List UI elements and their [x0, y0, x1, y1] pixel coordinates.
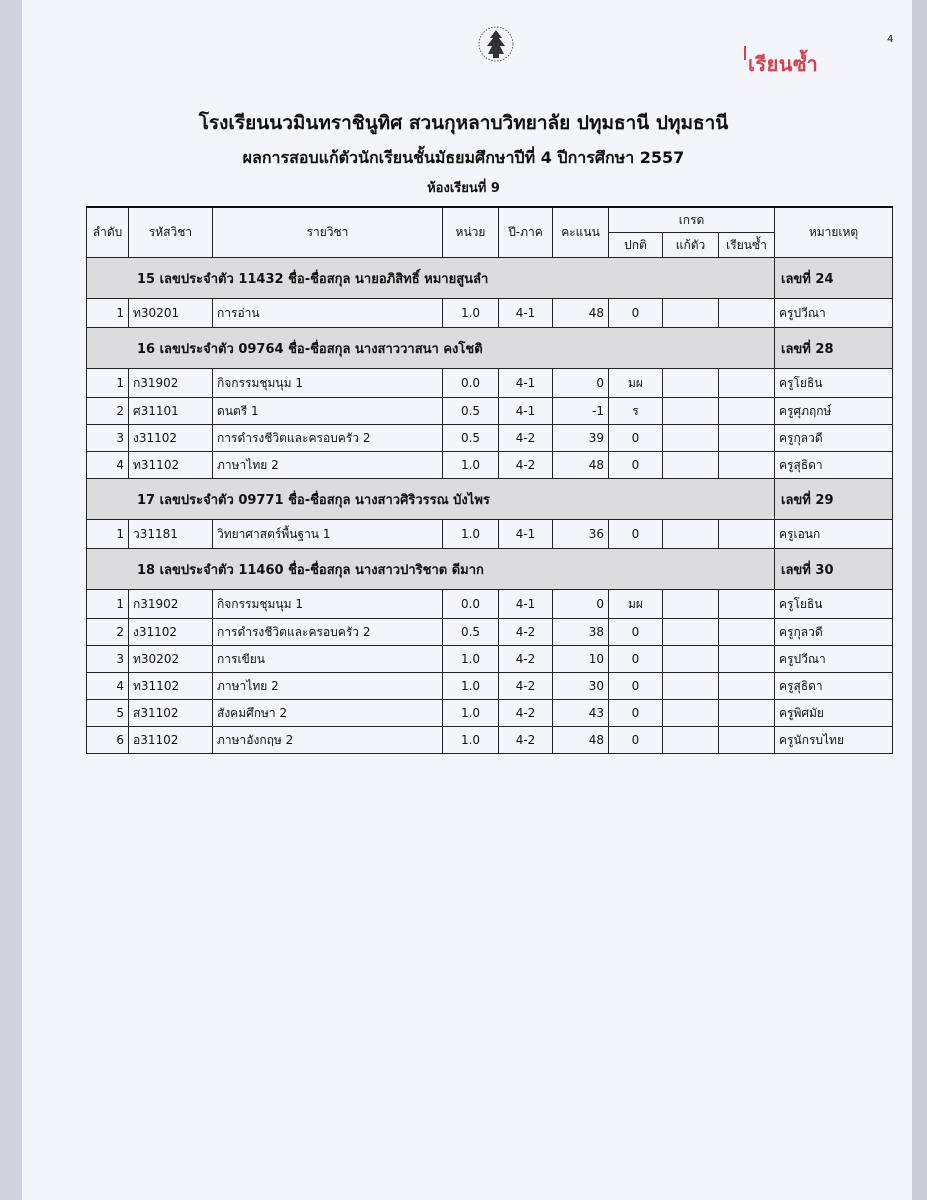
- seat-number: เลขที่ 28: [775, 328, 893, 369]
- subject-remark: ครูปวีณา: [775, 646, 893, 673]
- subject-term: 4-1: [499, 398, 553, 425]
- school-name: โรงเรียนนวมินทราชินูทิศ สวนกุหลาบวิทยาลัย ปทุมธานี ปทุมธานี: [198, 112, 729, 134]
- subject-remark: ครูโยธิน: [775, 369, 893, 398]
- subject-no: 2: [87, 398, 129, 425]
- subject-score: 0: [553, 590, 609, 619]
- subject-row: [87, 619, 893, 646]
- subject-no: 3: [87, 425, 129, 452]
- grade-normal: ร: [609, 398, 663, 425]
- subject-code: ก31902: [129, 369, 213, 398]
- subject-term: 4-1: [499, 520, 553, 549]
- grade-fix: [663, 673, 719, 700]
- subject-no: 1: [87, 369, 129, 398]
- subject-remark: ครูสุธิดา: [775, 673, 893, 700]
- subject-remark: ครูเอนก: [775, 520, 893, 549]
- grade-normal: 0: [609, 299, 663, 328]
- grade-fix: [663, 299, 719, 328]
- subject-remark: ครูศุภฤกษ์: [775, 398, 893, 425]
- subject-score: -1: [553, 398, 609, 425]
- subject-credit: 1.0: [443, 299, 499, 328]
- subject-row: [87, 520, 893, 549]
- grade-repeat: [719, 398, 775, 425]
- col-code: รหัสวิชา: [129, 207, 213, 258]
- subject-credit: 0.0: [443, 369, 499, 398]
- grade-repeat: [719, 619, 775, 646]
- subject-term: 4-2: [499, 700, 553, 727]
- subject-credit: 0.0: [443, 590, 499, 619]
- subject-remark: ครูนักรบไทย: [775, 727, 893, 754]
- subject-name: กิจกรรมชุมนุม 1: [213, 590, 443, 619]
- grade-fix: [663, 398, 719, 425]
- subject-name: การดำรงชีวิตและครอบครัว 2: [213, 619, 443, 646]
- col-grade-fix: แก้ตัว: [663, 233, 719, 258]
- subject-credit: 1.0: [443, 520, 499, 549]
- subject-score: 48: [553, 452, 609, 479]
- col-term: ปี-ภาค: [499, 207, 553, 258]
- subject-row: [87, 369, 893, 398]
- col-grade-repeat: เรียนซ้ำ: [719, 233, 775, 258]
- subject-code: อ31102: [129, 727, 213, 754]
- subject-code: ท31102: [129, 452, 213, 479]
- subject-name: ดนตรี 1: [213, 398, 443, 425]
- subject-name: การเขียน: [213, 646, 443, 673]
- subject-row: [87, 590, 893, 619]
- grade-fix: [663, 646, 719, 673]
- subject-no: 1: [87, 590, 129, 619]
- subject-name: ภาษาอังกฤษ 2: [213, 727, 443, 754]
- subject-score: 43: [553, 700, 609, 727]
- subject-row: [87, 299, 893, 328]
- grade-fix: [663, 369, 719, 398]
- subject-term: 4-1: [499, 369, 553, 398]
- grade-normal: 0: [609, 619, 663, 646]
- col-order: ลำดับ: [87, 207, 129, 258]
- grade-repeat: [719, 646, 775, 673]
- student-row: [87, 479, 893, 520]
- subject-code: ท30202: [129, 646, 213, 673]
- subject-code: ก31902: [129, 590, 213, 619]
- grade-normal: มผ: [609, 369, 663, 398]
- subject-term: 4-2: [499, 619, 553, 646]
- subject-no: 1: [87, 520, 129, 549]
- subject-term: 4-2: [499, 425, 553, 452]
- col-subject: รายวิชา: [213, 207, 443, 258]
- grade-normal: 0: [609, 452, 663, 479]
- subject-no: 1: [87, 299, 129, 328]
- page-number: 4: [887, 34, 894, 45]
- subject-score: 48: [553, 299, 609, 328]
- student-info: 15 เลขประจำตัว 11432 ชื่อ-ชื่อสกุล นายอภิสิทธิ์ หมายสูนลำ: [87, 258, 775, 299]
- subject-name: การดำรงชีวิตและครอบครัว 2: [213, 425, 443, 452]
- subject-credit: 1.0: [443, 646, 499, 673]
- subject-credit: 0.5: [443, 398, 499, 425]
- subject-score: 30: [553, 673, 609, 700]
- subject-remark: ครูพิศมัย: [775, 700, 893, 727]
- subject-row: [87, 673, 893, 700]
- col-credit: หน่วย: [443, 207, 499, 258]
- grade-normal: 0: [609, 425, 663, 452]
- subject-code: ง31102: [129, 425, 213, 452]
- subject-term: 4-2: [499, 646, 553, 673]
- seat-number: เลขที่ 29: [775, 479, 893, 520]
- grade-normal: 0: [609, 727, 663, 754]
- subject-credit: 1.0: [443, 700, 499, 727]
- subject-row: [87, 646, 893, 673]
- subject-name: กิจกรรมชุมนุม 1: [213, 369, 443, 398]
- subject-remark: ครูสุธิดา: [775, 452, 893, 479]
- col-remark: หมายเหตุ: [775, 207, 893, 258]
- repeat-class-stamp: เรียนซ้ำ: [748, 52, 819, 76]
- grade-repeat: [719, 590, 775, 619]
- col-score: คะแนน: [553, 207, 609, 258]
- grade-repeat: [719, 452, 775, 479]
- subject-credit: 0.5: [443, 425, 499, 452]
- student-row: [87, 328, 893, 369]
- grade-repeat: [719, 425, 775, 452]
- classroom-label: ห้องเรียนที่ 9: [427, 181, 500, 196]
- grade-fix: [663, 700, 719, 727]
- subject-remark: ครูกุลวดี: [775, 425, 893, 452]
- school-emblem-icon: [462, 24, 530, 64]
- grade-repeat: [719, 727, 775, 754]
- subject-score: 36: [553, 520, 609, 549]
- subject-no: 5: [87, 700, 129, 727]
- grade-fix: [663, 452, 719, 479]
- subject-code: ว31181: [129, 520, 213, 549]
- student-info: 16 เลขประจำตัว 09764 ชื่อ-ชื่อสกุล นางสาววาสนา คงโชติ: [87, 328, 775, 369]
- seat-number: เลขที่ 24: [775, 258, 893, 299]
- subject-code: ท31102: [129, 673, 213, 700]
- grade-normal: 0: [609, 700, 663, 727]
- report-title: ผลการสอบแก้ตัวนักเรียนชั้นมัธยมศึกษาปีที่ 4 ปีการศึกษา 2557: [242, 148, 685, 167]
- grade-repeat: [719, 673, 775, 700]
- grade-fix: [663, 590, 719, 619]
- grade-normal: 0: [609, 673, 663, 700]
- subject-name: ภาษาไทย 2: [213, 452, 443, 479]
- grade-repeat: [719, 520, 775, 549]
- subject-remark: ครูปวีณา: [775, 299, 893, 328]
- grade-normal: 0: [609, 646, 663, 673]
- subject-row: [87, 700, 893, 727]
- grade-repeat: [719, 700, 775, 727]
- subject-remark: ครูโยธิน: [775, 590, 893, 619]
- subject-code: ศ31101: [129, 398, 213, 425]
- subject-term: 4-2: [499, 727, 553, 754]
- subject-no: 6: [87, 727, 129, 754]
- grades-table: [86, 206, 893, 754]
- seat-number: เลขที่ 30: [775, 549, 893, 590]
- subject-name: ภาษาไทย 2: [213, 673, 443, 700]
- subject-name: การอ่าน: [213, 299, 443, 328]
- subject-code: ง31102: [129, 619, 213, 646]
- subject-no: 4: [87, 673, 129, 700]
- grade-fix: [663, 520, 719, 549]
- subject-credit: 1.0: [443, 673, 499, 700]
- grade-repeat: [719, 299, 775, 328]
- subject-term: 4-2: [499, 452, 553, 479]
- subject-score: 38: [553, 619, 609, 646]
- grade-normal: มผ: [609, 590, 663, 619]
- grade-repeat: [719, 369, 775, 398]
- grade-fix: [663, 727, 719, 754]
- subject-name: วิทยาศาสตร์พื้นฐาน 1: [213, 520, 443, 549]
- grade-normal: 0: [609, 520, 663, 549]
- subject-no: 4: [87, 452, 129, 479]
- student-info: 18 เลขประจำตัว 11460 ชื่อ-ชื่อสกุล นางสาวปาริชาต ดีมาก: [87, 549, 775, 590]
- subject-code: ส31102: [129, 700, 213, 727]
- subject-row: [87, 425, 893, 452]
- subject-credit: 0.5: [443, 619, 499, 646]
- subject-score: 48: [553, 727, 609, 754]
- subject-code: ท30201: [129, 299, 213, 328]
- grade-fix: [663, 619, 719, 646]
- col-grade-normal: ปกติ: [609, 233, 663, 258]
- subject-no: 2: [87, 619, 129, 646]
- subject-row: [87, 398, 893, 425]
- subject-term: 4-2: [499, 673, 553, 700]
- subject-name: สังคมศึกษา 2: [213, 700, 443, 727]
- subject-score: 0: [553, 369, 609, 398]
- subject-row: [87, 727, 893, 754]
- subject-term: 4-1: [499, 299, 553, 328]
- grade-fix: [663, 425, 719, 452]
- subject-no: 3: [87, 646, 129, 673]
- student-row: [87, 549, 893, 590]
- subject-credit: 1.0: [443, 727, 499, 754]
- student-info: 17 เลขประจำตัว 09771 ชื่อ-ชื่อสกุล นางสาวศิริวรรณ บังไพร: [87, 479, 775, 520]
- subject-term: 4-1: [499, 590, 553, 619]
- subject-score: 39: [553, 425, 609, 452]
- subject-credit: 1.0: [443, 452, 499, 479]
- subject-score: 10: [553, 646, 609, 673]
- student-row: [87, 258, 893, 299]
- subject-remark: ครูกุลวดี: [775, 619, 893, 646]
- subject-row: [87, 452, 893, 479]
- col-grade: เกรด: [609, 207, 775, 233]
